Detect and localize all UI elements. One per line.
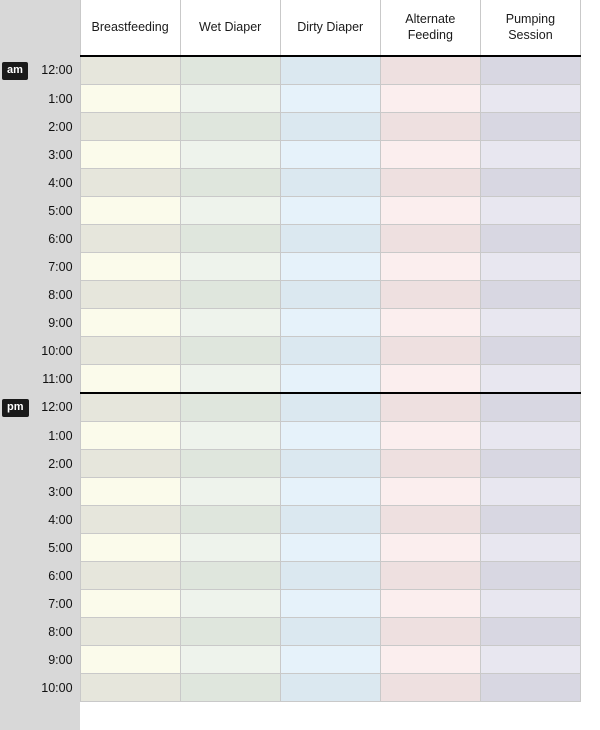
entry-cell-breastfeeding[interactable]: [80, 281, 180, 309]
entry-cell-pumping-session[interactable]: [480, 56, 580, 85]
hour-row: [0, 253, 581, 281]
time-label: 4:00: [31, 169, 80, 197]
meridiem-cell: [0, 309, 31, 337]
entry-cell-pumping-session[interactable]: [480, 85, 580, 113]
entry-cell-dirty-diaper[interactable]: [280, 337, 380, 365]
entry-cell-pumping-session[interactable]: [480, 169, 580, 197]
entry-cell-dirty-diaper[interactable]: [280, 56, 380, 85]
entry-cell-wet-diaper[interactable]: [180, 56, 280, 85]
entry-cell-pumping-session[interactable]: [480, 478, 580, 506]
column-header-wet-diaper: Wet Diaper: [180, 0, 280, 56]
entry-cell-wet-diaper[interactable]: [180, 450, 280, 478]
entry-cell-dirty-diaper[interactable]: [280, 590, 380, 618]
entry-cell-wet-diaper[interactable]: [180, 562, 280, 590]
entry-cell-pumping-session[interactable]: [480, 253, 580, 281]
bottom-padding: [0, 702, 600, 730]
entry-cell-pumping-session[interactable]: [480, 646, 580, 674]
entry-cell-dirty-diaper[interactable]: [280, 253, 380, 281]
entry-cell-wet-diaper[interactable]: [180, 141, 280, 169]
entry-cell-pumping-session[interactable]: [480, 281, 580, 309]
entry-cell-pumping-session[interactable]: [480, 590, 580, 618]
time-label: 6:00: [31, 562, 80, 590]
entry-cell-dirty-diaper[interactable]: [280, 506, 380, 534]
entry-cell-breastfeeding[interactable]: [80, 450, 180, 478]
entry-cell-alternate-feeding[interactable]: [380, 393, 480, 422]
entry-cell-breastfeeding[interactable]: [80, 169, 180, 197]
entry-cell-wet-diaper[interactable]: [180, 478, 280, 506]
entry-cell-pumping-session[interactable]: [480, 225, 580, 253]
meridiem-cell: [0, 562, 31, 590]
entry-cell-breastfeeding[interactable]: [80, 113, 180, 141]
entry-cell-wet-diaper[interactable]: [180, 253, 280, 281]
entry-cell-breastfeeding[interactable]: [80, 56, 180, 85]
hour-row: [0, 309, 581, 337]
entry-cell-alternate-feeding[interactable]: [380, 674, 480, 702]
time-label: 12:00: [31, 56, 80, 85]
time-label: 3:00: [31, 478, 80, 506]
entry-cell-pumping-session[interactable]: [480, 309, 580, 337]
column-header-dirty-diaper: Dirty Diaper: [280, 0, 380, 56]
entry-cell-pumping-session[interactable]: [480, 618, 580, 646]
entry-cell-alternate-feeding[interactable]: [380, 478, 480, 506]
entry-cell-dirty-diaper[interactable]: [280, 113, 380, 141]
entry-cell-pumping-session[interactable]: [480, 534, 580, 562]
entry-cell-breastfeeding[interactable]: [80, 618, 180, 646]
entry-cell-breastfeeding[interactable]: [80, 590, 180, 618]
header-row: [0, 0, 581, 56]
meridiem-cell: [0, 225, 31, 253]
meridiem-cell: [0, 169, 31, 197]
meridiem-cell: [0, 646, 31, 674]
entry-cell-dirty-diaper[interactable]: [280, 618, 380, 646]
entry-cell-breastfeeding[interactable]: [80, 309, 180, 337]
entry-cell-wet-diaper[interactable]: [180, 281, 280, 309]
hour-row: [0, 450, 581, 478]
meridiem-cell: [0, 478, 31, 506]
entry-cell-wet-diaper[interactable]: [180, 365, 280, 394]
entry-cell-alternate-feeding[interactable]: [380, 534, 480, 562]
entry-cell-breastfeeding[interactable]: [80, 422, 180, 450]
entry-cell-alternate-feeding[interactable]: [380, 562, 480, 590]
hour-row: [0, 56, 581, 85]
entry-cell-dirty-diaper[interactable]: [280, 674, 380, 702]
entry-cell-dirty-diaper[interactable]: [280, 309, 380, 337]
table-body: [0, 56, 581, 730]
entry-cell-alternate-feeding[interactable]: [380, 169, 480, 197]
hour-row: [0, 281, 581, 309]
meridiem-cell: [0, 618, 31, 646]
entry-cell-alternate-feeding[interactable]: [380, 590, 480, 618]
time-label: 10:00: [31, 674, 80, 702]
entry-cell-dirty-diaper[interactable]: [280, 646, 380, 674]
entry-cell-alternate-feeding[interactable]: [380, 253, 480, 281]
entry-cell-breastfeeding[interactable]: [80, 674, 180, 702]
entry-cell-dirty-diaper[interactable]: [280, 85, 380, 113]
hour-row: [0, 506, 581, 534]
entry-cell-breastfeeding[interactable]: [80, 225, 180, 253]
entry-cell-dirty-diaper[interactable]: [280, 169, 380, 197]
time-label: 2:00: [31, 450, 80, 478]
entry-cell-alternate-feeding[interactable]: [380, 506, 480, 534]
entry-cell-wet-diaper[interactable]: [180, 337, 280, 365]
hour-row: [0, 478, 581, 506]
hour-row: [0, 85, 581, 113]
header-corner-meridiem: [0, 0, 31, 56]
hour-row: [0, 169, 581, 197]
entry-cell-wet-diaper[interactable]: [180, 85, 280, 113]
entry-cell-pumping-session[interactable]: [480, 506, 580, 534]
entry-cell-wet-diaper[interactable]: [180, 113, 280, 141]
entry-cell-dirty-diaper[interactable]: [280, 422, 380, 450]
entry-cell-wet-diaper[interactable]: [180, 197, 280, 225]
hour-row: [0, 225, 581, 253]
entry-cell-wet-diaper[interactable]: [180, 393, 280, 422]
time-label: 2:00: [31, 113, 80, 141]
meridiem-badge: pm: [2, 399, 29, 417]
entry-cell-alternate-feeding[interactable]: [380, 225, 480, 253]
entry-cell-breastfeeding[interactable]: [80, 365, 180, 394]
entry-cell-wet-diaper[interactable]: [180, 169, 280, 197]
hour-row: [0, 337, 581, 365]
entry-cell-alternate-feeding[interactable]: [380, 141, 480, 169]
hour-row: [0, 365, 581, 394]
entry-cell-pumping-session[interactable]: [480, 141, 580, 169]
entry-cell-pumping-session[interactable]: [480, 674, 580, 702]
entry-cell-alternate-feeding[interactable]: [380, 365, 480, 394]
entry-cell-dirty-diaper[interactable]: [280, 534, 380, 562]
entry-cell-breastfeeding[interactable]: [80, 506, 180, 534]
entry-cell-dirty-diaper[interactable]: [280, 197, 380, 225]
meridiem-cell: [0, 141, 31, 169]
meridiem-cell: [0, 506, 31, 534]
meridiem-badge: am: [2, 62, 28, 80]
entry-cell-wet-diaper[interactable]: [180, 534, 280, 562]
entry-cell-dirty-diaper[interactable]: [280, 281, 380, 309]
hour-row: [0, 197, 581, 225]
entry-cell-alternate-feeding[interactable]: [380, 450, 480, 478]
entry-cell-breastfeeding[interactable]: [80, 253, 180, 281]
entry-cell-dirty-diaper[interactable]: [280, 393, 380, 422]
entry-cell-pumping-session[interactable]: [480, 197, 580, 225]
entry-cell-alternate-feeding[interactable]: [380, 85, 480, 113]
time-label: 5:00: [31, 197, 80, 225]
meridiem-cell: [0, 197, 31, 225]
entry-cell-wet-diaper[interactable]: [180, 646, 280, 674]
time-label: 11:00: [31, 365, 80, 394]
time-label: 5:00: [31, 534, 80, 562]
column-header-pumping-session: Pumping Session: [480, 0, 580, 56]
entry-cell-dirty-diaper[interactable]: [280, 225, 380, 253]
meridiem-cell: [0, 337, 31, 365]
time-label: 4:00: [31, 506, 80, 534]
meridiem-cell: [0, 56, 31, 85]
time-label: 3:00: [31, 141, 80, 169]
entry-cell-wet-diaper[interactable]: [180, 506, 280, 534]
entry-cell-alternate-feeding[interactable]: [380, 197, 480, 225]
entry-cell-dirty-diaper[interactable]: [280, 365, 380, 394]
hour-row: [0, 141, 581, 169]
time-label: 1:00: [31, 85, 80, 113]
entry-cell-breastfeeding[interactable]: [80, 478, 180, 506]
time-label: 10:00: [31, 337, 80, 365]
entry-cell-dirty-diaper[interactable]: [280, 450, 380, 478]
entry-cell-alternate-feeding[interactable]: [380, 646, 480, 674]
entry-cell-breastfeeding[interactable]: [80, 197, 180, 225]
time-label: 9:00: [31, 646, 80, 674]
column-header-alternate-feeding: Alternate Feeding: [380, 0, 480, 56]
meridiem-cell: [0, 85, 31, 113]
entry-cell-alternate-feeding[interactable]: [380, 113, 480, 141]
time-label: 8:00: [31, 281, 80, 309]
entry-cell-pumping-session[interactable]: [480, 365, 580, 394]
hour-row: [0, 618, 581, 646]
entry-cell-dirty-diaper[interactable]: [280, 478, 380, 506]
entry-cell-wet-diaper[interactable]: [180, 618, 280, 646]
column-header-breastfeeding: Breastfeeding: [80, 0, 180, 56]
entry-cell-wet-diaper[interactable]: [180, 674, 280, 702]
table-header: [0, 0, 581, 56]
entry-cell-pumping-session[interactable]: [480, 562, 580, 590]
entry-cell-breastfeeding[interactable]: [80, 393, 180, 422]
entry-cell-wet-diaper[interactable]: [180, 225, 280, 253]
time-label: 8:00: [31, 618, 80, 646]
bottom-gutter: [0, 702, 80, 730]
hour-row: [0, 646, 581, 674]
meridiem-cell: [0, 674, 31, 702]
entry-cell-alternate-feeding[interactable]: [380, 337, 480, 365]
entry-cell-breastfeeding[interactable]: [80, 646, 180, 674]
meridiem-cell: [0, 253, 31, 281]
hour-row: [0, 562, 581, 590]
entry-cell-breastfeeding[interactable]: [80, 534, 180, 562]
meridiem-cell: [0, 450, 31, 478]
meridiem-cell: [0, 422, 31, 450]
entry-cell-alternate-feeding[interactable]: [380, 422, 480, 450]
entry-cell-pumping-session[interactable]: [480, 113, 580, 141]
time-label: 6:00: [31, 225, 80, 253]
time-label: 1:00: [31, 422, 80, 450]
entry-cell-alternate-feeding[interactable]: [380, 618, 480, 646]
time-label: 9:00: [31, 309, 80, 337]
meridiem-cell: [0, 393, 31, 422]
entry-cell-pumping-session[interactable]: [480, 337, 580, 365]
meridiem-cell: [0, 113, 31, 141]
hour-row: [0, 674, 581, 702]
entry-cell-dirty-diaper[interactable]: [280, 141, 380, 169]
hour-row: [0, 534, 581, 562]
meridiem-cell: [0, 534, 31, 562]
hour-row: [0, 393, 581, 422]
hour-row: [0, 590, 581, 618]
entry-cell-pumping-session[interactable]: [480, 422, 580, 450]
hour-row: [0, 422, 581, 450]
entry-cell-alternate-feeding[interactable]: [380, 56, 480, 85]
meridiem-cell: [0, 365, 31, 394]
entry-cell-breastfeeding[interactable]: [80, 85, 180, 113]
entry-cell-breastfeeding[interactable]: [80, 141, 180, 169]
meridiem-cell: [0, 590, 31, 618]
entry-cell-wet-diaper[interactable]: [180, 590, 280, 618]
entry-cell-pumping-session[interactable]: [480, 450, 580, 478]
time-label: 12:00: [31, 393, 80, 422]
header-corner-time: [31, 0, 80, 56]
time-label: 7:00: [31, 253, 80, 281]
entry-cell-alternate-feeding[interactable]: [380, 281, 480, 309]
entry-cell-alternate-feeding[interactable]: [380, 309, 480, 337]
entry-cell-pumping-session[interactable]: [480, 393, 580, 422]
meridiem-cell: [0, 281, 31, 309]
entry-cell-dirty-diaper[interactable]: [280, 562, 380, 590]
entry-cell-wet-diaper[interactable]: [180, 422, 280, 450]
entry-cell-breastfeeding[interactable]: [80, 337, 180, 365]
entry-cell-breastfeeding[interactable]: [80, 562, 180, 590]
hour-row: [0, 113, 581, 141]
entry-cell-wet-diaper[interactable]: [180, 309, 280, 337]
time-label: 7:00: [31, 590, 80, 618]
